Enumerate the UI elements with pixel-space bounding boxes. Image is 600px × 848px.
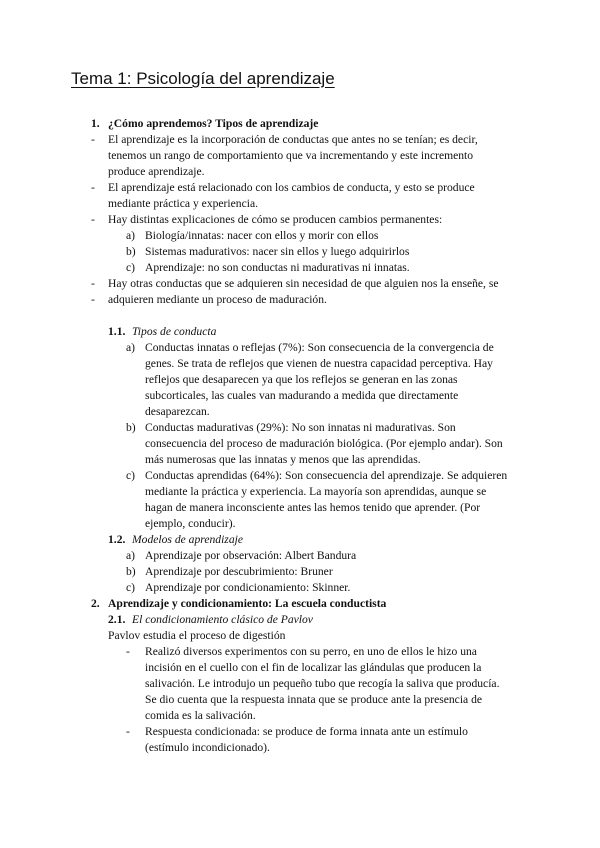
bullet-dash: - bbox=[126, 645, 130, 658]
list-letter: a) bbox=[126, 549, 136, 562]
list-letter: a) bbox=[126, 341, 136, 354]
list-item-text: subcorticales, las cuales van madurando a medida que directamente bbox=[145, 389, 459, 402]
bullet-line: Hay otras conductas que se adquieren sin necesidad de que alguien nos la enseñe, se bbox=[108, 277, 499, 290]
list-item-text: Aprendizaje por descubrimiento: Bruner bbox=[145, 565, 333, 578]
list-item-text: reflejos que desaparecen ya que los reflejos se generan en las zonas bbox=[145, 373, 458, 386]
bullet-line: El aprendizaje está relacionado con los cambios de conducta, y esto se produce bbox=[108, 181, 475, 194]
bullet-line: Respuesta condicionada: se produce de forma innata ante un estímulo bbox=[145, 725, 468, 738]
list-letter: b) bbox=[126, 245, 136, 258]
section-2-heading: Aprendizaje y condicionamiento: La escuela conductista bbox=[108, 597, 387, 610]
list-item-text: mediante la práctica y experiencia. La mayoría son aprendidas, aunque se bbox=[145, 485, 487, 498]
bullet-dash: - bbox=[91, 213, 95, 226]
page-title: Tema 1: Psicología del aprendizaje bbox=[71, 69, 335, 88]
bullet-line: mediante práctica y experiencia. bbox=[108, 197, 258, 210]
section-2-1-heading: El condicionamiento clásico de Pavlov bbox=[132, 613, 313, 626]
paragraph: Pavlov estudia el proceso de digestión bbox=[108, 629, 286, 642]
list-letter: b) bbox=[126, 421, 136, 434]
list-item-text: ejemplo, conducir). bbox=[145, 517, 236, 530]
bullet-dash: - bbox=[126, 725, 130, 738]
section-1-heading: ¿Cómo aprendemos? Tipos de aprendizaje bbox=[108, 117, 319, 130]
bullet-dash: - bbox=[91, 181, 95, 194]
bullet-line: tenemos un rango de comportamiento que va incrementando y este incremento bbox=[108, 149, 474, 162]
bullet-line: (estímulo incondicionado). bbox=[145, 741, 270, 754]
list-letter: c) bbox=[126, 581, 136, 594]
section-1-2-heading: Modelos de aprendizaje bbox=[132, 533, 243, 546]
list-item-text: genes. Se trata de reflejos que vienen de nuestra capacidad perceptiva. Hay bbox=[145, 357, 493, 370]
list-item-text: Conductas innatas o reflejas (7%): Son consecuencia de la convergencia de bbox=[145, 341, 494, 354]
list-item-text: Conductas madurativas (29%): No son innatas ni madurativas. Son bbox=[145, 421, 456, 434]
list-item-text: desaparezcan. bbox=[145, 405, 210, 418]
list-letter: c) bbox=[126, 469, 136, 482]
list-item-text: Conductas aprendidas (64%): Son consecuencia del aprendizaje. Se adquieren bbox=[145, 469, 508, 482]
section-1-1-number: 1.1. bbox=[108, 325, 126, 338]
bullet-line: adquieren mediante un proceso de maduración. bbox=[108, 293, 327, 306]
bullet-line: incisión en el cuello con el fin de localizar las glándulas que producen la bbox=[145, 661, 482, 674]
list-item-text: hagan de manera inconsciente antes las hemos tenido que aprender. (Por bbox=[145, 501, 481, 514]
bullet-dash: - bbox=[91, 277, 95, 290]
bullet-line: El aprendizaje es la incorporación de conductas que antes no se tenían; es decir, bbox=[108, 133, 478, 146]
bullet-line: salivación. Le introdujo un pequeño tubo que recogía la saliva que producía. bbox=[145, 677, 500, 690]
list-item-text: Aprendizaje: no son conductas ni madurativas ni innatas. bbox=[145, 261, 410, 274]
list-item-text: consecuencia del proceso de maduración biológica. (Por ejemplo andar). Son bbox=[145, 437, 503, 450]
bullet-dash: - bbox=[91, 133, 95, 146]
section-1-1-heading: Tipos de conducta bbox=[132, 325, 217, 338]
list-letter: c) bbox=[126, 261, 136, 274]
section-1-2-number: 1.2. bbox=[108, 533, 126, 546]
list-item-text: Aprendizaje por condicionamiento: Skinner. bbox=[145, 581, 351, 594]
list-item-text: Sistemas madurativos: nacer sin ellos y luego adquirirlos bbox=[145, 245, 410, 258]
section-2-1-number: 2.1. bbox=[108, 613, 126, 626]
section-2-number: 2. bbox=[91, 597, 100, 610]
bullet-line: Hay distintas explicaciones de cómo se producen cambios permanentes: bbox=[108, 213, 443, 226]
list-item-text: más numerosas que las innatas y menos que las aprendidas. bbox=[145, 453, 421, 466]
bullet-line: Se dio cuenta que la respuesta innata que se produce ante la presencia de bbox=[145, 693, 483, 706]
bullet-line: produce aprendizaje. bbox=[108, 165, 205, 178]
section-1-number: 1. bbox=[91, 117, 100, 130]
list-letter: b) bbox=[126, 565, 136, 578]
list-item-text: Aprendizaje por observación: Albert Bandura bbox=[145, 549, 357, 562]
list-item-text: Biología/innatas: nacer con ellos y morir con ellos bbox=[145, 229, 379, 242]
bullet-line: Realizó diversos experimentos con su perro, en uno de ellos le hizo una bbox=[145, 645, 477, 658]
bullet-dash: - bbox=[91, 293, 95, 306]
bullet-line: comida es la salivación. bbox=[145, 709, 256, 722]
list-letter: a) bbox=[126, 229, 136, 242]
